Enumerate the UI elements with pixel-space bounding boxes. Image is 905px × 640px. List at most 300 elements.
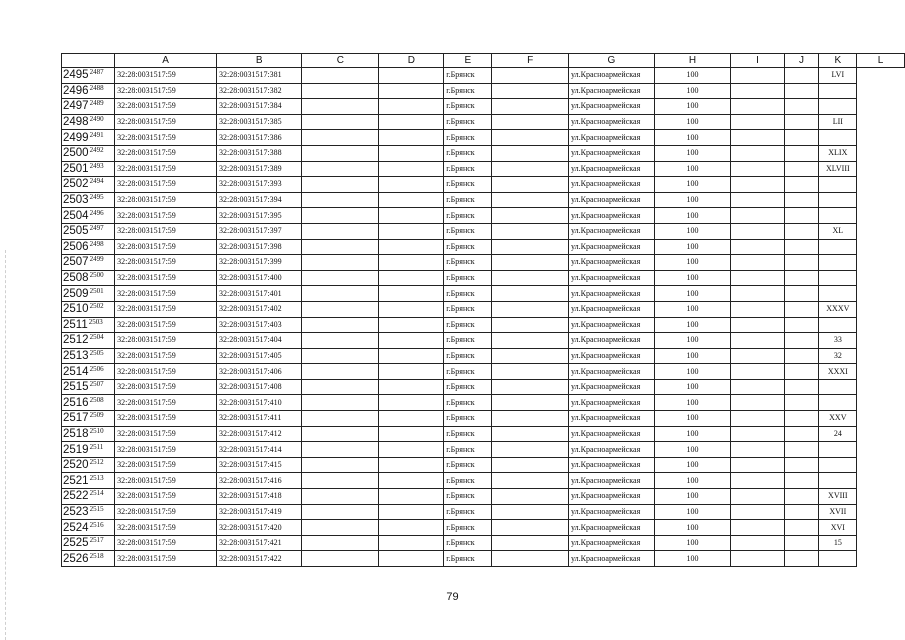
table-row [62,395,905,411]
cell-d [302,223,379,239]
cell-a-value: 2518 [89,551,104,560]
cell-e [379,442,444,458]
cell-f: г.Брянск [444,99,492,115]
cell-f: г.Брянск [444,286,492,302]
cell-e [379,270,444,286]
cell-h: ул.Красноармейская [569,364,655,380]
column-header-j: J [784,54,819,68]
cell-j [731,411,784,427]
cell-a-value: 2493 [89,161,104,170]
cell-c: 32:28:0031517:386 [217,130,302,146]
cell-a-value: 2497 [89,224,104,233]
cell-a-value: 2501 [89,286,104,295]
cell-j [731,270,784,286]
cell-e [379,130,444,146]
row-number-cell [62,489,115,505]
cell-l [819,99,857,115]
cell-j [731,208,784,224]
cell-d [302,286,379,302]
cell-i: 100 [654,270,731,286]
column-header-row [62,54,905,68]
cell-a-value: 2512 [89,458,104,467]
row-number-cell [62,145,115,161]
cell-d [302,379,379,395]
cell-f: г.Брянск [444,504,492,520]
cell-h: ул.Красноармейская [569,130,655,146]
cell-h: ул.Красноармейская [569,379,655,395]
table-row [62,270,905,286]
cell-l: XVII [819,504,857,520]
cell-g [492,301,569,317]
cell-g [492,504,569,520]
table-row [62,177,905,193]
row-number: 2521 [63,474,89,487]
cell-j [731,130,784,146]
table-row [62,99,905,115]
row-number-cell [62,395,115,411]
cell-g [492,239,569,255]
cell-b: 32:28:0031517:59 [115,457,217,473]
cell-k [784,68,819,84]
cell-a-value: 2489 [89,99,104,108]
cell-b: 32:28:0031517:59 [115,520,217,536]
table-row [62,426,905,442]
row-number-cell [62,364,115,380]
cell-h: ул.Красноармейская [569,161,655,177]
cell-h: ул.Красноармейская [569,457,655,473]
cell-j [731,177,784,193]
cell-i: 100 [654,457,731,473]
cell-b: 32:28:0031517:59 [115,223,217,239]
cell-b: 32:28:0031517:59 [115,317,217,333]
cell-j [731,114,784,130]
cell-e [379,68,444,84]
row-number: 2526 [63,552,89,565]
cell-c: 32:28:0031517:394 [217,192,302,208]
cell-g [492,177,569,193]
cell-c: 32:28:0031517:419 [217,504,302,520]
cell-g [492,364,569,380]
row-number-cell [62,270,115,286]
cell-b: 32:28:0031517:59 [115,239,217,255]
cell-k [784,83,819,99]
cell-k [784,208,819,224]
cell-j [731,83,784,99]
cell-l [819,395,857,411]
cell-d [302,208,379,224]
row-number: 2499 [63,131,89,144]
cell-c: 32:28:0031517:395 [217,208,302,224]
cell-j [731,348,784,364]
cell-a-value: 2510 [89,426,104,435]
cell-d [302,68,379,84]
column-header-f: F [492,54,569,68]
cell-d [302,317,379,333]
cell-c: 32:28:0031517:389 [217,161,302,177]
row-number-cell [62,114,115,130]
cell-g [492,223,569,239]
cell-j [731,489,784,505]
cell-l: LVI [819,68,857,84]
row-number: 2523 [63,505,89,518]
header-corner [62,54,115,68]
cell-g [492,68,569,84]
row-number-cell [62,177,115,193]
table-row [62,473,905,489]
cell-e [379,551,444,567]
column-header-i: I [731,54,784,68]
cell-l: XVI [819,520,857,536]
row-number: 2509 [63,287,89,300]
page-number: 79 [446,591,459,603]
row-number: 2498 [63,116,89,129]
row-number: 2513 [63,349,89,362]
cell-d [302,114,379,130]
cell-c: 32:28:0031517:408 [217,379,302,395]
table-row [62,317,905,333]
cell-e [379,457,444,473]
cell-h: ул.Красноармейская [569,442,655,458]
cell-j [731,239,784,255]
table-row [62,504,905,520]
cell-d [302,520,379,536]
cell-f: г.Брянск [444,68,492,84]
cell-g [492,83,569,99]
cell-l: XL [819,223,857,239]
cell-i: 100 [654,161,731,177]
cell-f: г.Брянск [444,145,492,161]
cell-i: 100 [654,426,731,442]
cell-d [302,270,379,286]
cell-e [379,192,444,208]
cell-b: 32:28:0031517:59 [115,551,217,567]
cell-c: 32:28:0031517:406 [217,364,302,380]
cell-a-value: 2508 [89,395,104,404]
row-number: 2500 [63,147,89,160]
cell-c: 32:28:0031517:400 [217,270,302,286]
cell-c: 32:28:0031517:388 [217,145,302,161]
cell-l: XVIII [819,489,857,505]
cell-c: 32:28:0031517:420 [217,520,302,536]
cell-h: ул.Красноармейская [569,239,655,255]
table-row [62,489,905,505]
row-number: 2508 [63,272,89,285]
row-number-cell [62,333,115,349]
cell-e [379,286,444,302]
cell-l: 24 [819,426,857,442]
column-header-l: L [857,54,905,68]
cell-i: 100 [654,489,731,505]
cell-g [492,379,569,395]
row-number-cell [62,473,115,489]
cell-i: 100 [654,551,731,567]
cell-e [379,208,444,224]
cell-f: г.Брянск [444,239,492,255]
cell-c: 32:28:0031517:385 [217,114,302,130]
cell-g [492,442,569,458]
cell-j [731,255,784,271]
cell-a-value: 2502 [89,302,104,311]
table-row [62,286,905,302]
cell-l: XXXI [819,364,857,380]
row-number: 2501 [63,162,89,175]
cell-f: г.Брянск [444,457,492,473]
row-number-cell [62,130,115,146]
cell-h: ул.Красноармейская [569,489,655,505]
cell-c: 32:28:0031517:404 [217,333,302,349]
cell-c: 32:28:0031517:399 [217,255,302,271]
cell-l: 33 [819,333,857,349]
cell-e [379,411,444,427]
cell-f: г.Брянск [444,114,492,130]
table-body [62,68,905,567]
cell-e [379,83,444,99]
table-row [62,379,905,395]
cell-a-value: 2517 [89,536,104,545]
cell-k [784,270,819,286]
cell-j [731,364,784,380]
cell-j [731,504,784,520]
cell-l: XLVIII [819,161,857,177]
cell-f: г.Брянск [444,535,492,551]
cell-f: г.Брянск [444,301,492,317]
row-number-cell [62,301,115,317]
cell-a-value: 2504 [89,333,104,342]
cell-e [379,364,444,380]
cell-c: 32:28:0031517:412 [217,426,302,442]
cell-c: 32:28:0031517:403 [217,317,302,333]
cell-l [819,457,857,473]
table-row [62,255,905,271]
cell-l [819,239,857,255]
cell-d [302,99,379,115]
cell-h: ул.Красноармейская [569,333,655,349]
cell-d [302,161,379,177]
row-number: 2518 [63,427,89,440]
cell-j [731,68,784,84]
cell-j [731,551,784,567]
cell-f: г.Брянск [444,426,492,442]
table-row [62,114,905,130]
cell-j [731,457,784,473]
cell-h: ул.Красноармейская [569,551,655,567]
cell-b: 32:28:0031517:59 [115,442,217,458]
table-row [62,192,905,208]
cell-k [784,395,819,411]
cell-i: 100 [654,535,731,551]
cell-a-value: 2506 [89,364,104,373]
row-number-cell [62,317,115,333]
cell-c: 32:28:0031517:414 [217,442,302,458]
cell-h: ул.Красноармейская [569,114,655,130]
cell-h: ул.Красноармейская [569,520,655,536]
cell-h: ул.Красноармейская [569,426,655,442]
cell-g [492,192,569,208]
table-row [62,333,905,349]
cell-g [492,535,569,551]
cell-f: г.Брянск [444,551,492,567]
cell-a-value: 2495 [89,193,104,202]
cell-g [492,130,569,146]
cell-c: 32:28:0031517:382 [217,83,302,99]
cell-k [784,535,819,551]
cell-f: г.Брянск [444,333,492,349]
cell-b: 32:28:0031517:59 [115,504,217,520]
row-number: 2524 [63,521,89,534]
cell-g [492,348,569,364]
cell-k [784,130,819,146]
cell-e [379,145,444,161]
row-number: 2506 [63,240,89,253]
cell-c: 32:28:0031517:393 [217,177,302,193]
row-number-cell [62,208,115,224]
row-number: 2522 [63,490,89,503]
cell-a-value: 2488 [89,83,104,92]
table-row [62,535,905,551]
cell-a-value: 2499 [89,255,104,264]
row-number-cell [62,68,115,84]
cell-e [379,317,444,333]
cell-h: ул.Красноармейская [569,83,655,99]
cell-l [819,130,857,146]
cell-k [784,411,819,427]
row-number-cell [62,348,115,364]
table-row [62,411,905,427]
cell-d [302,255,379,271]
cell-g [492,411,569,427]
cell-j [731,535,784,551]
cell-b: 32:28:0031517:59 [115,348,217,364]
cell-d [302,348,379,364]
cell-h: ул.Красноармейская [569,348,655,364]
cell-f: г.Брянск [444,364,492,380]
cell-l [819,473,857,489]
cell-f: г.Брянск [444,317,492,333]
cell-j [731,301,784,317]
row-number: 2520 [63,459,89,472]
row-number: 2517 [63,412,89,425]
cell-j [731,192,784,208]
cell-c: 32:28:0031517:405 [217,348,302,364]
row-number: 2507 [63,256,89,269]
cell-c: 32:28:0031517:411 [217,411,302,427]
cell-h: ул.Красноармейская [569,177,655,193]
cell-f: г.Брянск [444,223,492,239]
cell-k [784,364,819,380]
table-row [62,457,905,473]
row-number-cell [62,255,115,271]
cell-d [302,83,379,99]
cell-h: ул.Красноармейская [569,208,655,224]
cell-d [302,395,379,411]
table-row [62,130,905,146]
cell-i: 100 [654,473,731,489]
row-number: 2519 [63,443,89,456]
cell-g [492,520,569,536]
cell-i: 100 [654,411,731,427]
cell-l: XLIX [819,145,857,161]
cell-d [302,551,379,567]
cell-a-value: 2505 [89,348,104,357]
cell-k [784,504,819,520]
cell-e [379,379,444,395]
cell-c: 32:28:0031517:401 [217,286,302,302]
table-row [62,145,905,161]
cell-a-value: 2513 [89,473,104,482]
cell-i: 100 [654,114,731,130]
cell-g [492,161,569,177]
cell-k [784,333,819,349]
cell-i: 100 [654,130,731,146]
cell-k [784,379,819,395]
cell-l: 32 [819,348,857,364]
cell-h: ул.Красноармейская [569,286,655,302]
row-number: 2510 [63,303,89,316]
cell-l [819,255,857,271]
table-row [62,520,905,536]
table-row [62,223,905,239]
cell-j [731,520,784,536]
cell-d [302,442,379,458]
cell-g [492,270,569,286]
row-number-cell [62,286,115,302]
cell-c: 32:28:0031517:397 [217,223,302,239]
cell-g [492,145,569,161]
cell-b: 32:28:0031517:59 [115,333,217,349]
cell-i: 100 [654,333,731,349]
cell-b: 32:28:0031517:59 [115,177,217,193]
spreadsheet-table [61,53,905,567]
cell-e [379,535,444,551]
cell-l [819,177,857,193]
cell-b: 32:28:0031517:59 [115,379,217,395]
cell-k [784,317,819,333]
cell-h: ул.Красноармейская [569,68,655,84]
cell-j [731,145,784,161]
cell-f: г.Брянск [444,130,492,146]
row-number: 2511 [63,318,88,331]
cell-d [302,239,379,255]
cell-b: 32:28:0031517:59 [115,411,217,427]
cell-i: 100 [654,520,731,536]
row-number: 2505 [63,225,89,238]
cell-i: 100 [654,286,731,302]
row-number: 2496 [63,84,89,97]
cell-i: 100 [654,177,731,193]
cell-i: 100 [654,223,731,239]
cell-e [379,348,444,364]
cell-e [379,223,444,239]
cell-h: ул.Красноармейская [569,270,655,286]
cell-j [731,379,784,395]
cell-i: 100 [654,348,731,364]
cell-b: 32:28:0031517:59 [115,395,217,411]
cell-h: ул.Красноармейская [569,535,655,551]
cell-l [819,192,857,208]
cell-g [492,286,569,302]
cell-b: 32:28:0031517:59 [115,83,217,99]
cell-a-value: 2507 [89,380,104,389]
cell-f: г.Брянск [444,473,492,489]
cell-l [819,379,857,395]
cell-b: 32:28:0031517:59 [115,270,217,286]
cell-i: 100 [654,395,731,411]
cell-i: 100 [654,301,731,317]
cell-a-value: 2490 [89,115,104,124]
cell-e [379,161,444,177]
cell-i: 100 [654,239,731,255]
cell-c: 32:28:0031517:416 [217,473,302,489]
